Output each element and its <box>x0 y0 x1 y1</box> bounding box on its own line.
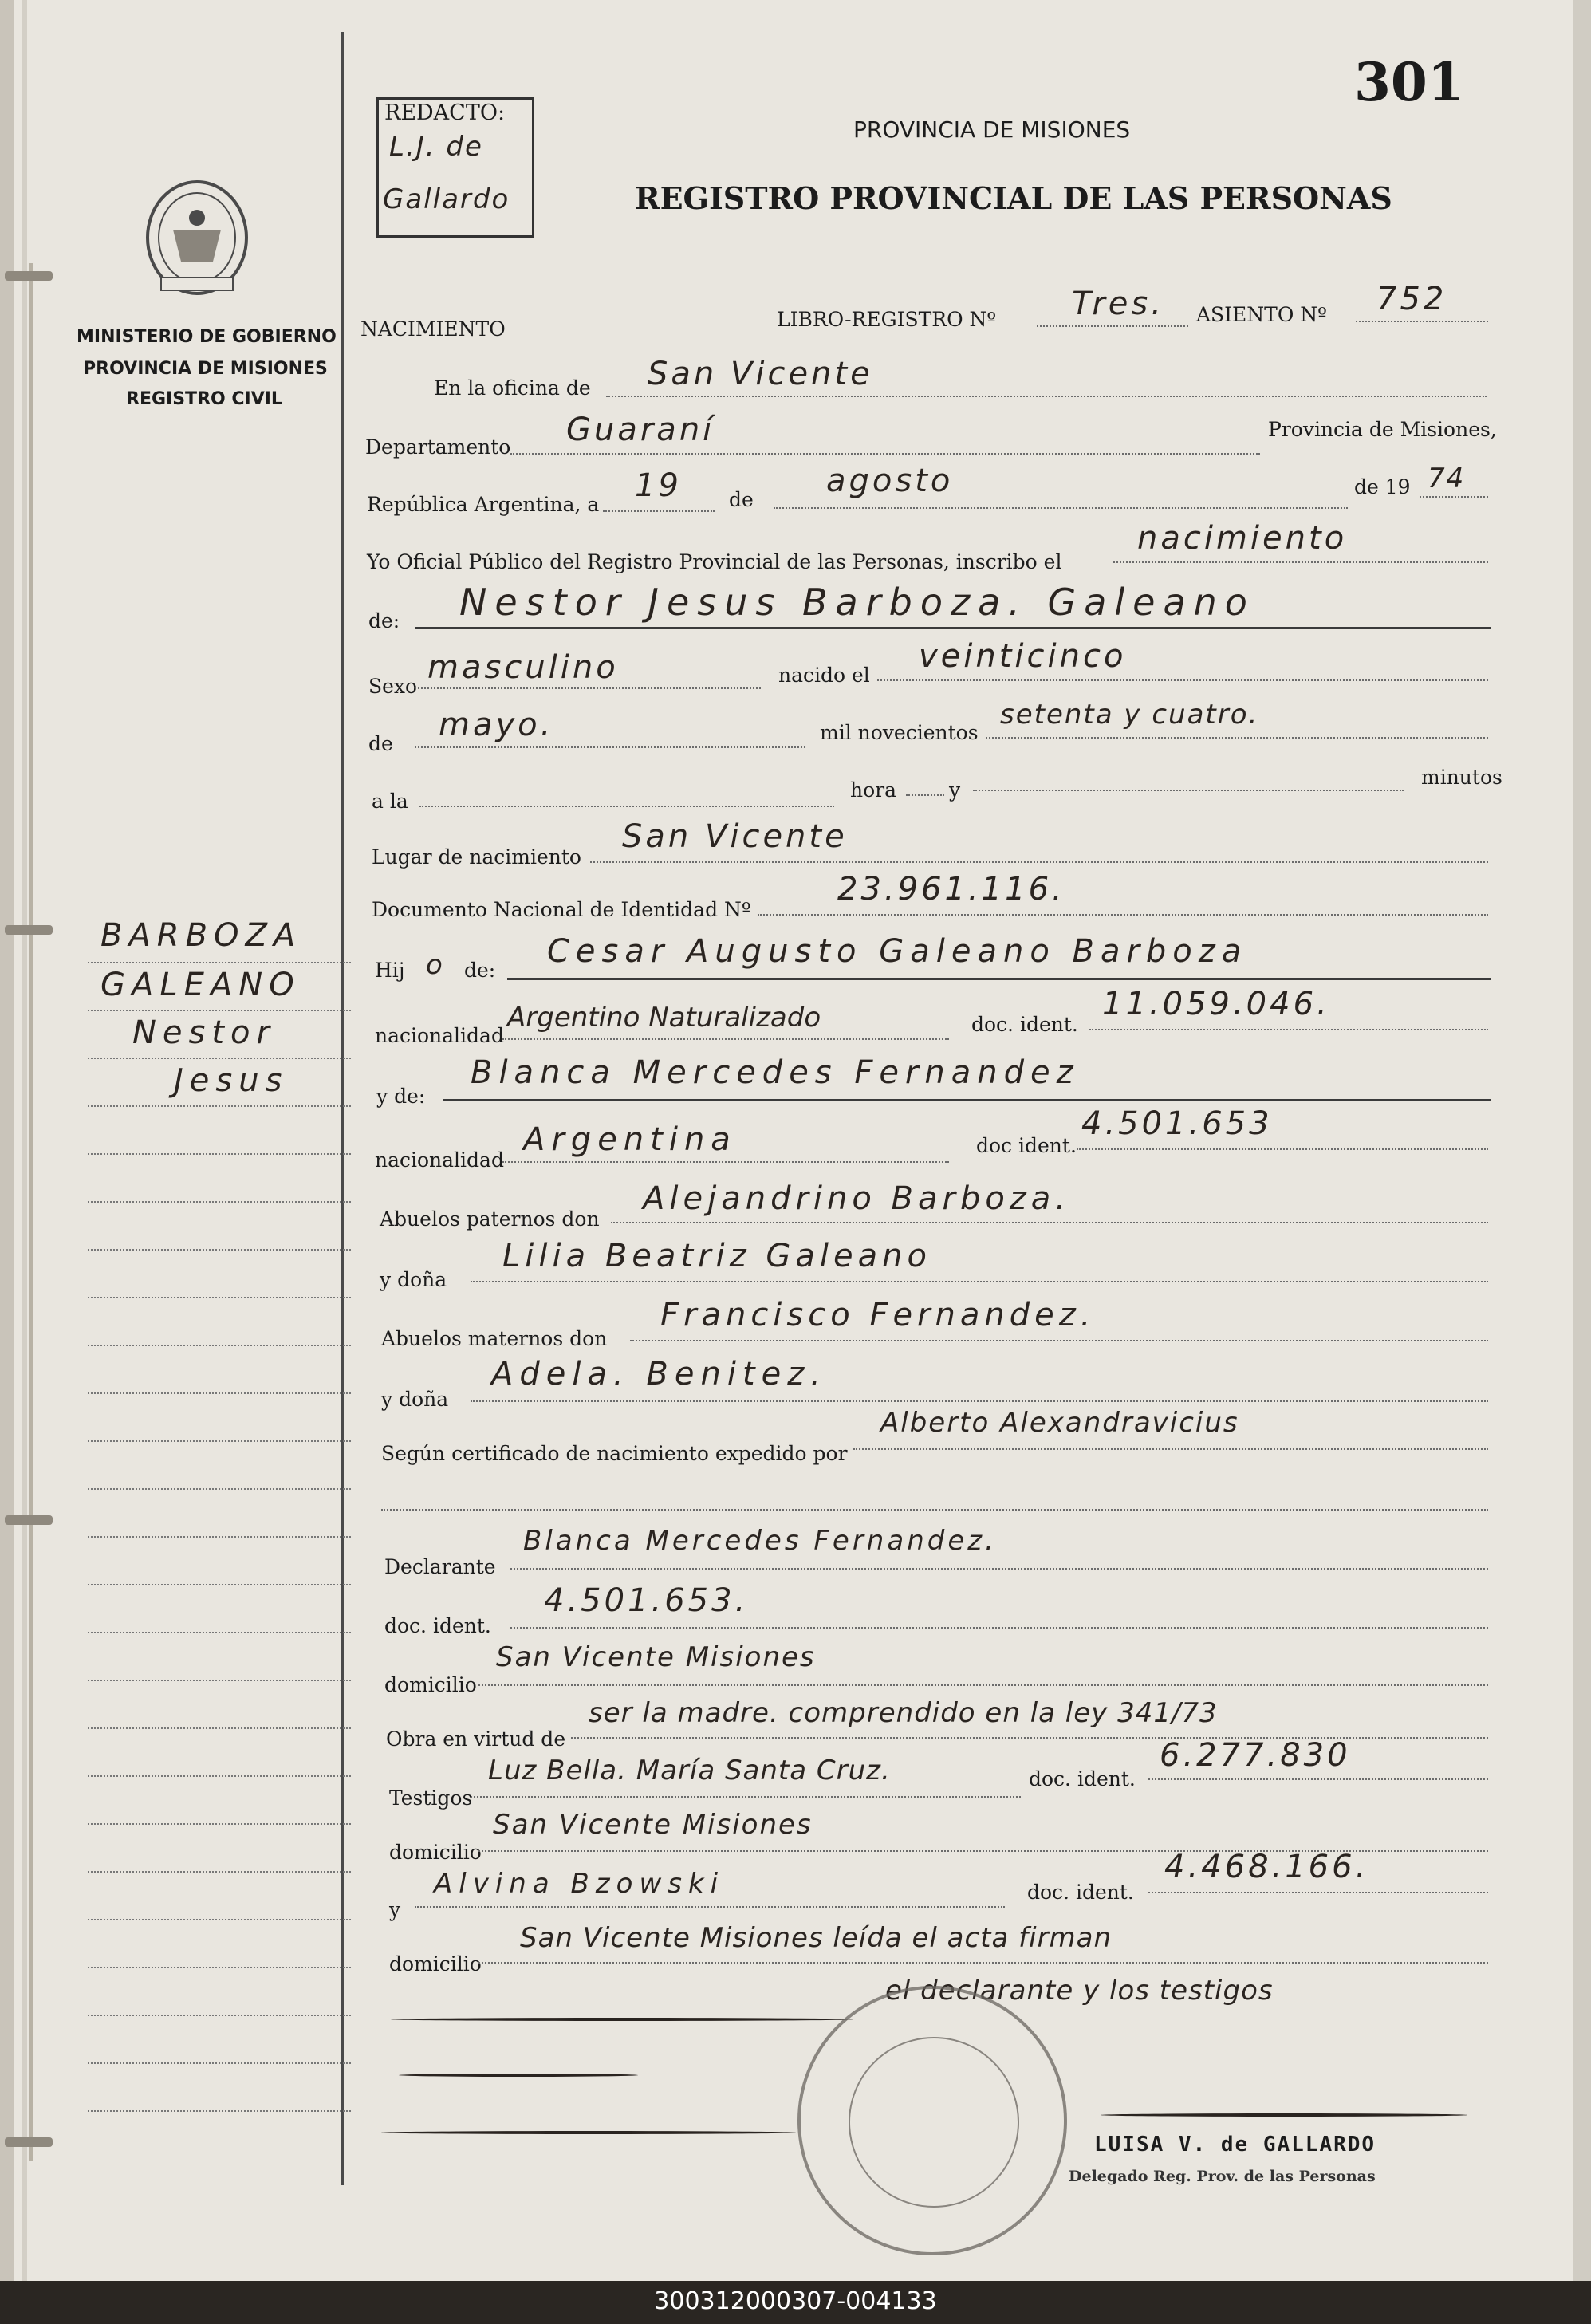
margin-rule <box>88 1536 351 1538</box>
margin-rule <box>88 1871 351 1873</box>
abuela-paterna-label: y doña <box>380 1268 447 1291</box>
a-la-label: a la <box>372 790 408 813</box>
margin-given-2: Jesus <box>174 1062 289 1099</box>
fill-line <box>774 507 1348 509</box>
margin-rule <box>88 1058 351 1059</box>
testigo-signature <box>399 2074 638 2077</box>
oficina-value: San Vicente <box>648 356 873 392</box>
civil-registry: REGISTRO CIVIL <box>126 389 282 409</box>
official-name: LUISA V. de GALLARDO <box>1094 2133 1376 2157</box>
abuelos-paternos-label: Abuelos paternos don <box>380 1207 600 1231</box>
y2-label: y <box>389 1898 401 1921</box>
fill-line <box>853 1448 1488 1450</box>
fill-line <box>381 1509 1488 1511</box>
fill-line <box>590 861 1488 863</box>
asiento-label: ASIENTO Nº <box>1196 303 1327 326</box>
mil-label: mil novecientos <box>820 721 979 744</box>
margin-rule <box>88 1727 351 1729</box>
sexo-label: Sexo <box>368 675 418 698</box>
yde-label: y de: <box>376 1085 426 1108</box>
testigo-2-doc-label: doc. ident. <box>1027 1881 1134 1904</box>
y-label: y <box>949 778 961 802</box>
margin-divider <box>341 32 344 2185</box>
decl-doc-label: doc. ident. <box>384 1614 491 1637</box>
nacimiento-label: NACIMIENTO <box>360 317 506 341</box>
binder-hook <box>5 2137 53 2147</box>
testigo-2-doc-value: 4.468.166. <box>1164 1849 1369 1885</box>
abuelo-materno-value: Francisco Fernandez. <box>660 1297 1096 1333</box>
oficial-text: Yo Oficial Público del Registro Provincial de las Personas, inscribo el <box>367 550 1062 573</box>
testigos-label: Testigos <box>389 1786 473 1810</box>
lugar-value: San Vicente <box>622 818 848 855</box>
fill-line <box>471 1796 1021 1798</box>
inscribo-value: nacimiento <box>1137 520 1348 557</box>
margin-rule <box>88 1153 351 1155</box>
libro-value: Tres. <box>1072 286 1164 322</box>
official-signature <box>1101 2113 1467 2117</box>
fill-line <box>419 806 834 807</box>
margin-rule <box>88 1201 351 1203</box>
testigo-signature <box>381 2131 796 2134</box>
domicilio-3-value: San Vicente Misiones leída el acta firman <box>520 1922 1113 1954</box>
fill-line <box>1113 561 1488 563</box>
name-line <box>415 627 1491 629</box>
minutos-label: minutos <box>1421 766 1502 789</box>
republica-label: República Argentina, a <box>367 493 600 516</box>
testigo-1-doc-label: doc. ident. <box>1029 1767 1136 1790</box>
redacto-hand-1: L.J. de <box>389 131 483 163</box>
fill-line <box>877 679 1488 681</box>
ministry-heading: MINISTERIO DE GOBIERNO <box>77 327 337 347</box>
fill-line <box>1077 1148 1488 1150</box>
margin-rule <box>88 1488 351 1490</box>
obra-label: Obra en virtud de <box>386 1727 566 1751</box>
binder-hook <box>5 271 53 281</box>
de-colon: de: <box>368 609 400 632</box>
fill-line <box>510 453 1260 455</box>
fill-line <box>415 746 805 748</box>
name-line <box>443 1099 1491 1101</box>
margin-surname-1: BARBOZA <box>100 917 302 954</box>
margin-rule <box>88 1297 351 1298</box>
certificado-value: Alberto Alexandravicius <box>880 1407 1239 1439</box>
fill-line <box>478 1962 1488 1964</box>
padre-value: Cesar Augusto Galeano Barboza <box>547 933 1248 970</box>
margin-rule <box>88 1584 351 1585</box>
declarante-label: Declarante <box>384 1555 496 1578</box>
fill-line <box>502 1161 949 1163</box>
doc2-value: 4.501.653 <box>1081 1105 1273 1142</box>
binder-edge <box>0 0 14 2281</box>
redacto-hand-2: Gallardo <box>383 183 510 215</box>
provincia-suffix: Provincia de Misiones, <box>1268 418 1497 441</box>
lugar-label: Lugar de nacimiento <box>372 845 581 869</box>
official-title: Delegado Reg. Prov. de las Personas <box>1069 2168 1376 2185</box>
fill-line <box>415 1906 1005 1908</box>
abuela-paterna-value: Lilia Beatriz Galeano <box>502 1238 931 1274</box>
declarante-value: Blanca Mercedes Fernandez. <box>523 1525 997 1557</box>
margin-given-1: Nestor <box>132 1014 276 1051</box>
binder-hook <box>5 1515 53 1525</box>
registry-heading: REGISTRO PROVINCIAL DE LAS PERSONAS <box>635 180 1392 216</box>
dni-value: 23.961.116. <box>837 871 1065 908</box>
page-number: 301 <box>1354 51 1464 113</box>
abuela-materna-value: Adela. Benitez. <box>491 1356 827 1392</box>
fill-line <box>1148 1778 1488 1780</box>
declarante-signature <box>391 2018 853 2021</box>
anio-value: 74 <box>1428 463 1466 494</box>
margin-rule <box>88 1010 351 1011</box>
doc1-value: 11.059.046. <box>1102 986 1330 1022</box>
fill-line <box>510 1568 1488 1570</box>
fill-line <box>986 737 1488 739</box>
document-code: 300312000307-004133 <box>654 2287 937 2315</box>
margin-rule <box>88 2110 351 2112</box>
nacido-value: veinticinco <box>919 638 1127 675</box>
doc1-label: doc. ident. <box>971 1013 1078 1036</box>
nac2-label: nacionalidad <box>375 1148 504 1172</box>
domicilio-2-value: San Vicente Misiones <box>493 1809 813 1841</box>
testigo-2-value: Alvina Bzowski <box>434 1868 725 1900</box>
anio-prefix: de 19 <box>1354 475 1411 498</box>
fill-line <box>415 687 761 689</box>
dni-label: Documento Nacional de Identidad Nº <box>372 898 751 921</box>
nombre-value: Nestor Jesus Barboza. Galeano <box>459 581 1255 624</box>
fill-line <box>606 396 1487 397</box>
asiento-value: 752 <box>1376 281 1447 317</box>
margin-rule <box>88 1775 351 1777</box>
fill-line <box>630 1340 1488 1341</box>
redacto-label: REDACTO: <box>384 100 506 125</box>
hora-label: hora <box>850 778 897 802</box>
margin-rule <box>88 1680 351 1681</box>
margin-rule <box>88 962 351 963</box>
fill-line <box>510 1627 1488 1629</box>
fill-line <box>1420 496 1488 498</box>
fill-line <box>758 914 1488 916</box>
margin-rule <box>88 1919 351 1920</box>
left-province: PROVINCIA DE MISIONES <box>83 359 328 379</box>
margin-surname-2: GALEANO <box>100 967 301 1003</box>
margin-rule <box>88 1823 351 1825</box>
fill-line <box>502 1038 949 1040</box>
dia-value: 19 <box>635 467 682 504</box>
fill-line <box>611 1222 1488 1223</box>
page-fold <box>22 0 27 2281</box>
libro-label: LIBRO-REGISTRO Nº <box>777 308 997 331</box>
province-seal-icon <box>137 174 257 301</box>
fill-line <box>1148 1892 1488 1893</box>
doc2-label: doc ident. <box>976 1134 1077 1157</box>
nac2-value: Argentina <box>523 1121 737 1158</box>
binder-hook <box>5 925 53 935</box>
margin-rule <box>88 1440 351 1442</box>
departamento-value: Guaraní <box>566 412 715 448</box>
margin-rule <box>88 1392 351 1394</box>
abuelos-maternos-label: Abuelos maternos don <box>381 1327 608 1350</box>
sexo-value: masculino <box>427 649 619 686</box>
domicilio-3-label: domicilio <box>389 1952 482 1975</box>
domicilio-label: domicilio <box>384 1673 477 1696</box>
hijo-o: o <box>426 949 444 981</box>
margin-rule <box>88 1105 351 1107</box>
fill-line <box>1356 321 1488 322</box>
fill-line <box>973 790 1404 791</box>
domicilio-2-label: domicilio <box>389 1841 482 1864</box>
madre-value: Blanca Mercedes Fernandez <box>471 1054 1080 1091</box>
nacido-label: nacido el <box>778 664 870 687</box>
page-edge <box>1573 0 1591 2281</box>
decl-doc-value: 4.501.653. <box>544 1582 749 1619</box>
margin-rule <box>88 1345 351 1346</box>
fill-line <box>1037 325 1188 327</box>
nac1-label: nacionalidad <box>375 1024 504 1047</box>
binding-cord <box>29 263 33 2161</box>
de-label: de <box>729 488 754 511</box>
oficina-label: En la oficina de <box>434 376 591 400</box>
fill-line <box>478 1684 1488 1686</box>
margin-rule <box>88 1249 351 1251</box>
nac1-value: Argentino Naturalizado <box>507 1002 821 1034</box>
abuelo-paterno-value: Alejandrino Barboza. <box>643 1180 1071 1217</box>
departamento-label: Departamento <box>365 435 511 459</box>
fill-line <box>906 794 944 796</box>
testigo-1-value: Luz Bella. María Santa Cruz. <box>488 1755 891 1786</box>
margin-rule <box>88 1632 351 1633</box>
fill-line <box>471 1400 1488 1402</box>
fill-line <box>1089 1029 1488 1030</box>
fill-line <box>603 510 715 512</box>
cierre-value: el declarante y los testigos <box>885 1975 1274 2007</box>
margin-rule <box>88 2015 351 2016</box>
obra-value: ser la madre. comprendido en la ley 341/73 <box>589 1697 1218 1729</box>
hijo-de: de: <box>464 959 496 982</box>
fill-line <box>471 1281 1488 1282</box>
mil-value: setenta y cuatro. <box>1000 699 1259 731</box>
testigo-1-doc-value: 6.277.830 <box>1160 1737 1351 1774</box>
hijo-label: Hij <box>375 959 405 982</box>
name-line <box>507 978 1491 980</box>
official-stamp <box>797 1986 1067 2255</box>
domicilio-value: San Vicente Misiones <box>496 1641 816 1673</box>
margin-rule <box>88 2062 351 2064</box>
de2-label: de <box>368 732 393 755</box>
certificado-label: Según certificado de nacimiento expedido por <box>381 1442 848 1465</box>
mes2-value: mayo. <box>439 707 554 743</box>
province-heading: PROVINCIA DE MISIONES <box>853 116 1131 143</box>
abuela-materna-label: y doña <box>381 1388 449 1411</box>
margin-rule <box>88 1967 351 1968</box>
mes-value: agosto <box>826 463 954 499</box>
